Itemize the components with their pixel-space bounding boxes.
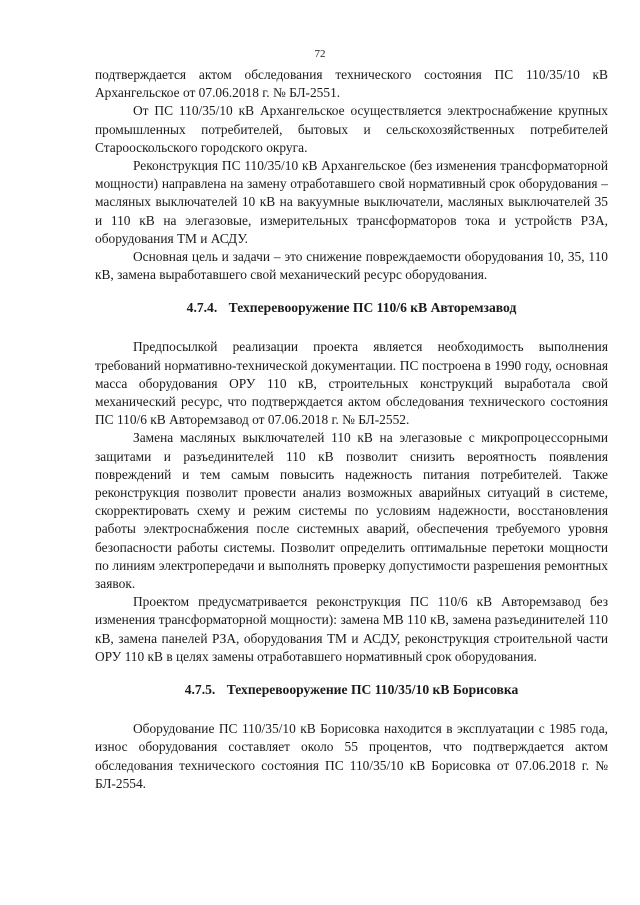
paragraph: Основная цель и задачи – это снижение повреждаемости оборудования 10, 35, 110 кВ, замена выработавшего свой механический ресурс оборудования. (95, 249, 608, 283)
paragraph: От ПС 110/35/10 кВ Архангельское осуществляется электроснабжение крупных промышленных потребителей, бытовых и сельскохозяйственных потребителей Старооскольского городского округа. (95, 103, 608, 155)
paragraph: Замена масляных выключателей 110 кВ на элегазовые с микропроцессорными защитами и разъединителей 110 кВ позволит снизить вероятность появления повреждений и тем самым повысить надежность питания потребителей. Также реконструкция позволит провести анализ возможных аварийных ситуаций в системе, скорректировать схему и режим системы по условиям надежности, восстановления работы электроснабжения после системных аварий, обеспечения требуемого уровня безопасности работы системы. Позволит определить оптимальные перетоки мощности по линиям электропередачи и выполнять проверку допустимости разрешения ремонтных заявок. (95, 430, 608, 592)
paragraph: Реконструкция ПС 110/35/10 кВ Архангельское (без изменения трансформаторной мощности) направлена на замену отработавшего свой нормативный срок оборудования – масляных выключателей 10 кВ на вакуумные выключатели, масляных выключателей 35 и 110 кВ на элегазовые, измерительных трансформаторов тока и устройств РЗА, оборудования ТМ и АСДУ. (95, 158, 608, 246)
section-title: Техперевооружение ПС 110/35/10 кВ Борисовка (226, 682, 519, 698)
paragraph: Проектом предусматривается реконструкция ПС 110/6 кВ Авторемзавод без изменения трансформаторной мощности): замена МВ 110 кВ, замена разъединителей 110 кВ, замена панелей РЗА, оборудования ТМ и АСДУ, реконструкция строительной части ОРУ 110 кВ в целях замены отработавшего нормативный срок оборудования. (95, 594, 608, 664)
paragraph: Оборудование ПС 110/35/10 кВ Борисовка находится в эксплуатации с 1985 года, износ оборудования составляет около 55 процентов, что подтверждается актом обследования технического состояния ПС 110/35/10 кВ Борисовка от 07.06.2018 г. № БЛ-2554. (95, 721, 608, 791)
page-number: 72 (314, 48, 326, 60)
document-body (95, 66, 608, 793)
paragraph: Предпосылкой реализации проекта является необходимость выполнения требований нормативно-технической документации. ПС построена в 1990 году, основная масса оборудования ОРУ 110 кВ, строительных конструкций выработала свой механический ресурс, что подтверждается актом обследования технического состояния ПС 110/6 кВ Авторемзавод от 07.06.2018 г. № БЛ-2552. (95, 339, 608, 428)
paragraph-continuation: подтверждается актом обследования технического состояния ПС 110/35/10 кВ Архангельское от 07.06.2018 г. № БЛ-2551. (95, 67, 608, 101)
section-number: 4.7.4. (186, 300, 218, 316)
section-number: 4.7.5. (184, 682, 216, 698)
section-heading-4-7-5 (95, 681, 608, 699)
section-heading-4-7-4 (95, 299, 608, 317)
section-title: Техперевооружение ПС 110/6 кВ Авторемзавод (228, 300, 517, 316)
